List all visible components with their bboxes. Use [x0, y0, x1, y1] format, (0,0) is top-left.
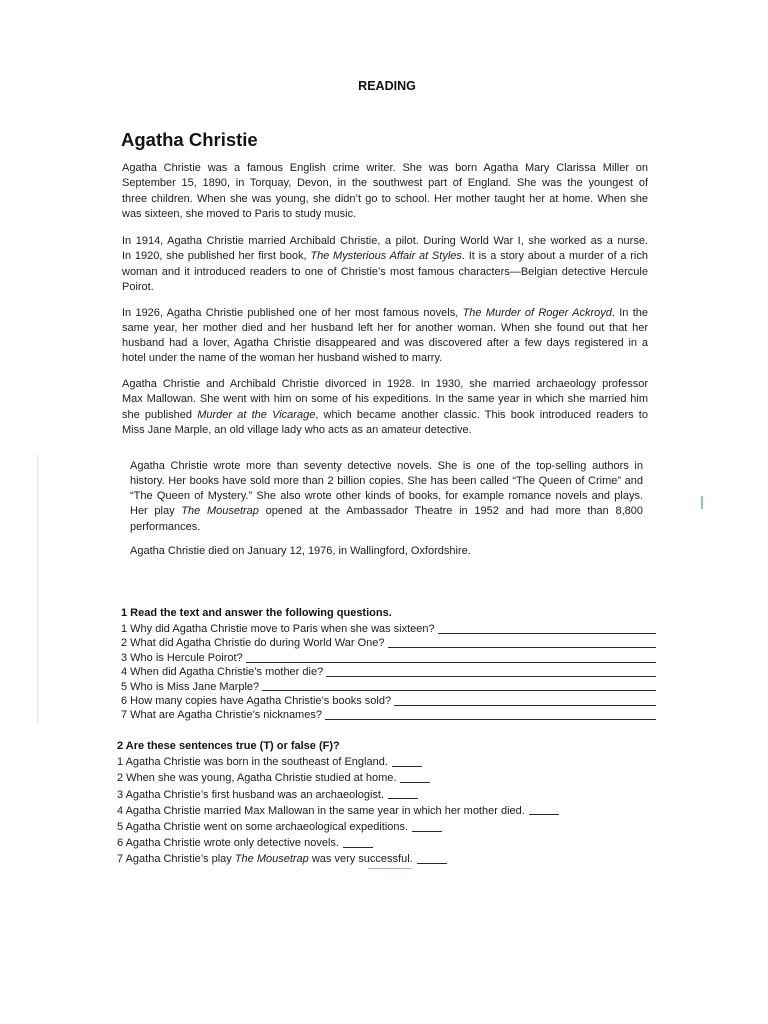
statement-row	[117, 851, 559, 867]
exercise-2-heading: 2 Are these sentences true (T) or false (F)?	[117, 740, 340, 752]
paragraph-text: In 1920, she published her first book,	[122, 250, 311, 263]
article-paragraph	[130, 544, 643, 559]
paragraph-line: performances.	[130, 520, 201, 533]
paragraph-text: . In the	[611, 306, 648, 319]
paragraph-line: husband had a lover, Agatha Christie disappeared and was discovered after a few days registered in a	[122, 337, 648, 350]
paragraph-line: Agatha Christie wrote more than seventy detective novels. She is one of the top-selling authors in	[130, 459, 643, 472]
paragraph-line: history. Her books have sold more than 2 billion copies. She has been called “The Queen of Crime” and	[130, 474, 643, 487]
question-text: 4 When did Agatha Christie’s mother die?	[121, 666, 324, 679]
paragraph-line: “The Queen of Mystery.” She also wrote other kinds of books, for example romance novels and plays.	[130, 490, 643, 503]
section-label: READING	[358, 79, 416, 93]
answer-blank	[394, 705, 656, 706]
paragraph-line: September 15, 1890, in Torquay, Devon, in the southwest part of England. She was the youngest of	[122, 177, 648, 190]
answer-blank	[438, 633, 656, 634]
paragraph-line: Agatha Christie died on January 12, 1976, in Wallingford, Oxfordshire.	[130, 544, 471, 557]
paragraph-line	[122, 249, 648, 264]
paragraph-line: Poirot.	[122, 280, 154, 293]
green-underline-mark	[368, 868, 412, 869]
question-row	[121, 651, 656, 665]
paragraph-line: same year, her mother died and her husband left her for another woman. When she found out that her	[122, 321, 648, 334]
statement-text	[117, 851, 413, 867]
question-row	[121, 636, 656, 650]
paragraph-line: In 1914, Agatha Christie married Archibald Christie, a pilot. During World War I, she worked as a nurse.	[122, 235, 648, 247]
article-paragraph	[130, 459, 643, 535]
statement-text: 6 Agatha Christie wrote only detective novels.	[117, 837, 339, 850]
question-row	[121, 680, 656, 694]
question-row	[121, 694, 656, 708]
paragraph-text: In 1926, Agatha Christie published one of her most famous novels,	[122, 306, 463, 319]
paragraph-line: three children. When she was young, she didn’t go to school. Her mother taught her at home. When she	[122, 192, 648, 205]
statement-text: 4 Agatha Christie married Max Mallowan in the same year in which her mother died.	[117, 804, 525, 817]
article-paragraph	[122, 306, 648, 367]
paragraph-line	[122, 408, 648, 423]
question-row	[121, 708, 656, 722]
paragraph-text: she published	[122, 408, 198, 421]
green-pen-mark	[701, 496, 703, 509]
statement-row	[117, 754, 559, 770]
paragraph-line: hotel under the name of the woman her husband wished to marry.	[122, 352, 443, 365]
article-paragraph	[122, 234, 648, 295]
statement-text: 3 Agatha Christie’s first husband was an archaeologist.	[117, 788, 385, 801]
answer-blank	[325, 719, 656, 720]
answer-blank	[412, 831, 442, 832]
answer-blank	[246, 662, 656, 663]
paragraph-line	[130, 504, 643, 519]
statement-row	[117, 803, 559, 819]
answer-blank	[417, 863, 447, 864]
paragraph-line: was sixteen, she moved to Paris to study music.	[122, 207, 357, 220]
article-paragraph	[122, 377, 648, 438]
answer-blank	[388, 647, 656, 648]
statement-text: 1 Agatha Christie was born in the southeast of England.	[117, 756, 388, 769]
answer-blank	[392, 766, 422, 767]
paragraph-text: opened at the Ambassador Theatre in 1952 and had more than 8,800	[258, 505, 643, 518]
question-text: 1 Why did Agatha Christie move to Paris when she was sixteen?	[121, 622, 435, 635]
statement-text-part: was very successful.	[308, 853, 413, 866]
paragraph-line: Agatha Christie was a famous English crime writer. She was born Agatha Mary Clarissa Miller on	[122, 162, 648, 174]
question-row	[121, 622, 656, 636]
paragraph-line: woman and it introduced readers to one of Christie’s most famous characters—Belgian detective Hercule	[122, 265, 648, 278]
answer-blank	[400, 782, 430, 783]
paragraph-line: Agatha Christie and Archibald Christie divorced in 1928. In 1930, she married archaeology professor	[122, 378, 648, 390]
paragraph-line: Miss Jane Marple, an old village lady who acts as an amateur detective.	[122, 423, 472, 436]
book-title: The Mysterious Affair at Styles	[310, 250, 462, 263]
exercise-1-questions	[121, 622, 656, 723]
question-row	[121, 665, 656, 679]
statement-row	[117, 835, 559, 851]
answer-blank	[529, 814, 559, 815]
question-text: 3 Who is Hercule Poirot?	[121, 651, 243, 664]
paragraph-text: , which became another classic. This book introduced readers to	[315, 408, 648, 421]
statement-text: 2 When she was young, Agatha Christie studied at home.	[117, 772, 397, 785]
exercise-1-heading: 1 Read the text and answer the following questions.	[121, 607, 392, 619]
answer-blank	[388, 798, 418, 799]
book-title: Murder at the Vicarage	[197, 408, 316, 421]
statement-text-part: 7 Agatha Christie’s play	[117, 853, 235, 866]
statement-row	[117, 770, 559, 786]
article-paragraph	[122, 161, 648, 222]
exercise-2-statements	[117, 754, 559, 867]
paragraph-line: Max Mallowan. She went with him on some of his expeditions. In the same year in which she married him	[122, 393, 648, 406]
article-title: Agatha Christie	[121, 129, 258, 150]
question-text: 6 How many copies have Agatha Christie’s books sold?	[121, 694, 392, 707]
answer-blank	[343, 847, 373, 848]
statement-row	[117, 819, 559, 835]
paragraph-text: Her play	[130, 505, 182, 518]
book-title: The Murder of Roger Ackroyd	[462, 306, 612, 319]
scan-edge-line	[37, 455, 39, 723]
statement-text: 5 Agatha Christie went on some archaeological expeditions.	[117, 820, 409, 833]
question-text: 2 What did Agatha Christie do during World War One?	[121, 637, 385, 650]
answer-blank	[262, 690, 656, 691]
question-text: 5 Who is Miss Jane Marple?	[121, 680, 260, 693]
statement-row	[117, 787, 559, 803]
paragraph-line	[122, 306, 648, 321]
paragraph-text: . It is a story about a murder of a rich	[461, 250, 648, 263]
answer-blank	[326, 676, 656, 677]
play-title: The Mousetrap	[181, 505, 259, 518]
question-text: 7 What are Agatha Christie’s nicknames?	[121, 709, 322, 722]
play-title: The Mousetrap	[234, 853, 309, 866]
